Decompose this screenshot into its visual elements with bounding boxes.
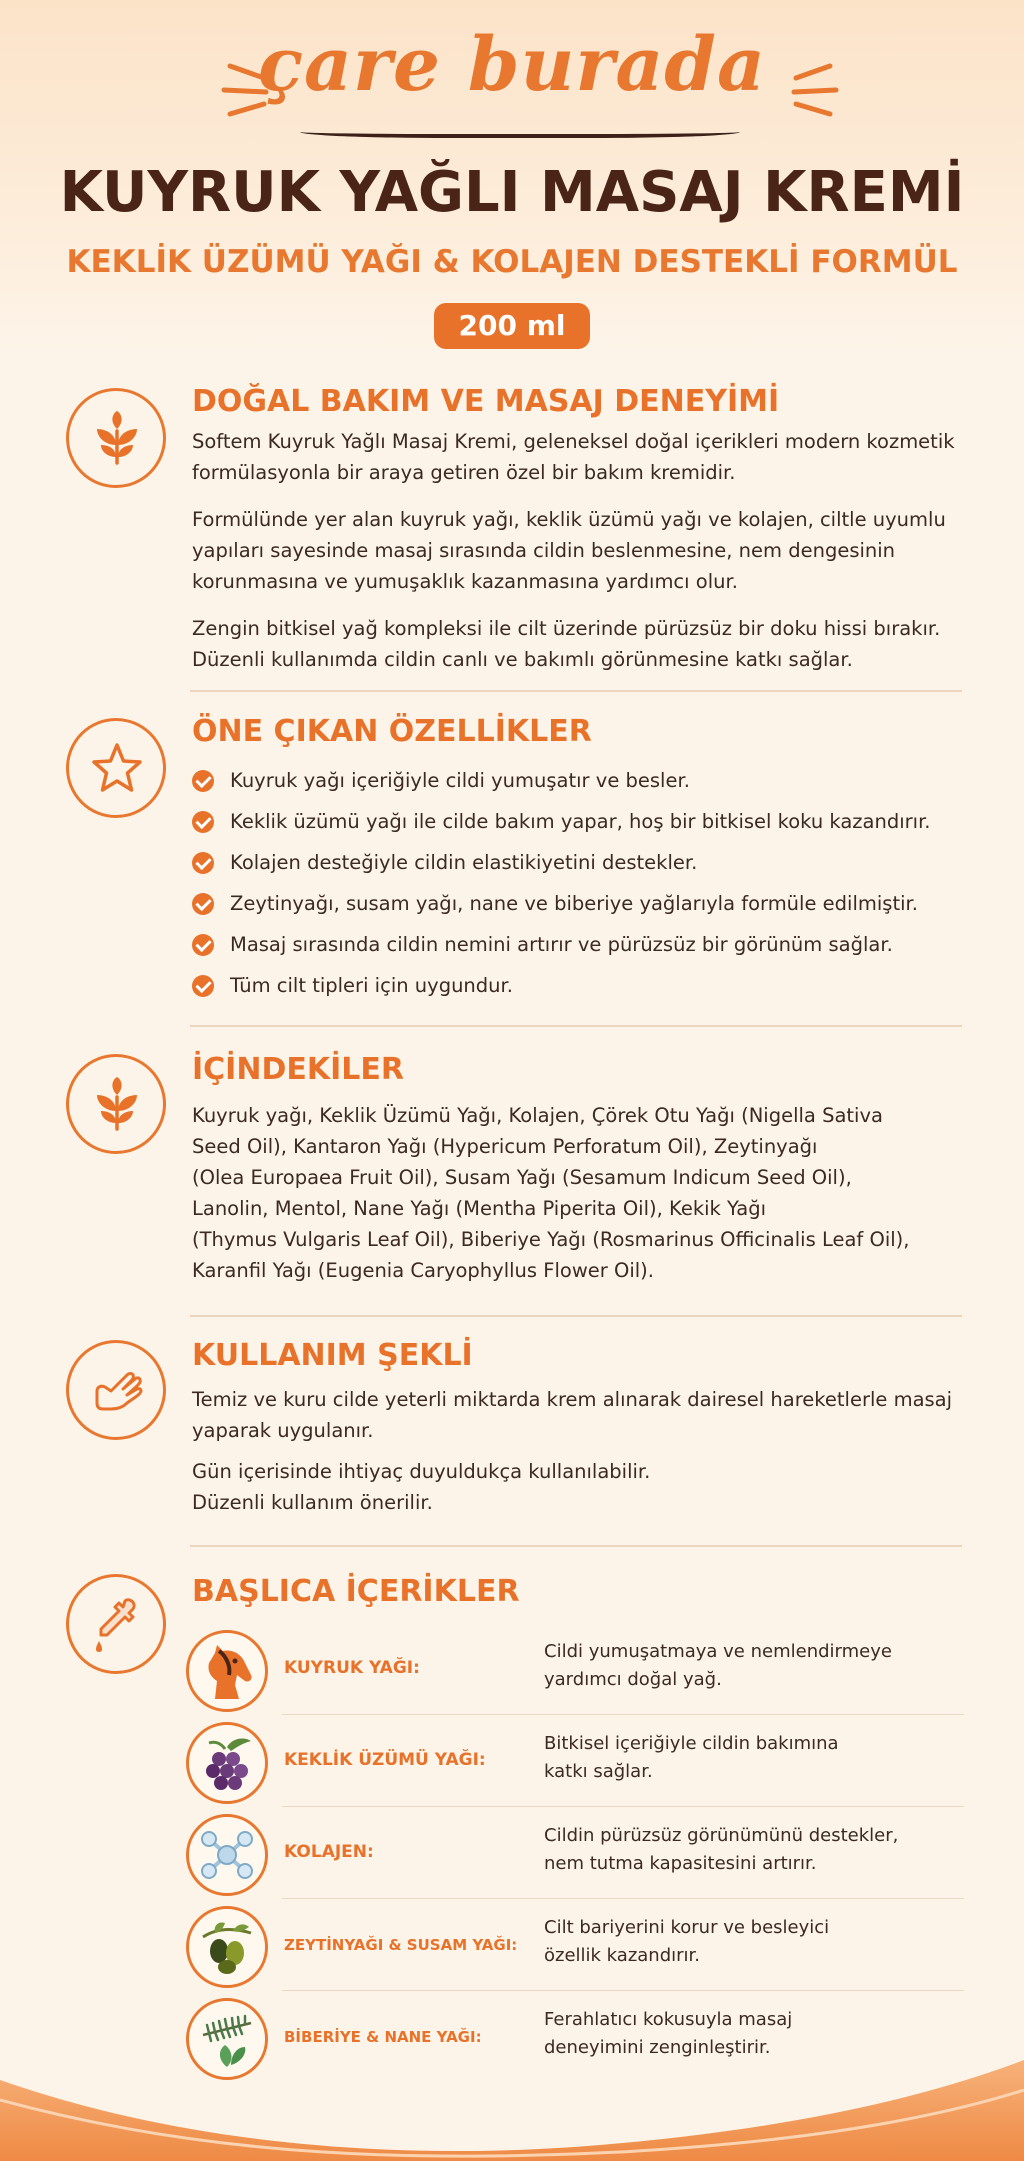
ingredient-label: BİBERİYE & NANE YAĞI: <box>284 2028 482 2046</box>
list-item: Masaj sırasında cildin nemini artırır ve pürüzsüz bir görünüm sağlar. <box>192 930 972 971</box>
text-line: Seed Oil), Kantaron Yağı (Hypericum Perforatum Oil), Zeytinyağı <box>192 1135 818 1158</box>
list-item: Keklik üzümü yağı ile cilde bakım yapar, hoş bir bitkisel koku kazandırır. <box>192 807 972 848</box>
text-line: Karanfil Yağı (Eugenia Caryophyllus Flower Oil). <box>192 1259 654 1282</box>
paragraph: Softem Kuyruk Yağlı Masaj Kremi, geleneksel doğal içerikleri modern kozmetik formülasyonla bir araya getiren özel bir bakım kremidir. <box>192 430 955 484</box>
list-item: Kuyruk yağı içeriğiyle cildi yumuşatır ve besler. <box>192 766 972 807</box>
check-icon <box>192 852 214 874</box>
text-line: Kuyruk yağı, Keklik Üzümü Yağı, Kolajen, Çörek Otu Yağı (Nigella Sativa <box>192 1104 883 1127</box>
script-heading: çare burada <box>257 22 766 108</box>
ingredient-label: ZEYTİNYAĞI & SUSAM YAĞI: <box>284 1936 518 1954</box>
list-item: Kolajen desteğiyle cildin elastikiyetini destekler. <box>192 848 972 889</box>
key-ingredient-row <box>186 1814 966 1904</box>
list-item: Zeytinyağı, susam yağı, nane ve biberiye yağlarıyla formüle edilmiştir. <box>192 889 972 930</box>
section-body <box>192 1384 972 1518</box>
volume-badge: 200 ml <box>434 303 590 349</box>
text-line: (Olea Europaea Fruit Oil), Susam Yağı (Sesamum Indicum Seed Oil), <box>192 1166 852 1189</box>
row-divider <box>282 1898 964 1899</box>
paragraph: Düzenli kullanım önerilir. <box>192 1491 433 1514</box>
ingredient-description: Cilt bariyerini korur ve besleyici özellik kazandırır. <box>544 1917 830 1966</box>
section-title: ÖNE ÇIKAN ÖZELLİKLER <box>192 714 592 749</box>
star-icon <box>66 718 166 818</box>
footer-wave <box>0 2020 1024 2161</box>
olive-icon <box>186 1906 268 1988</box>
product-title: KUYRUK YAĞLI MASAJ KREMİ <box>59 160 965 225</box>
script-underline <box>300 132 740 138</box>
check-icon <box>192 893 214 915</box>
script-heading-wrap <box>0 22 1024 142</box>
row-divider <box>282 1990 964 1991</box>
row-divider <box>282 1806 964 1807</box>
key-ingredient-row <box>186 1722 966 1812</box>
section-title: BAŞLICA İÇERİKLER <box>192 1574 520 1609</box>
text-line: Lanolin, Mentol, Nane Yağı (Mentha Piperita Oil), Kekik Yağı <box>192 1197 766 1220</box>
key-ingredient-row <box>186 1630 966 1720</box>
check-icon <box>192 811 214 833</box>
ingredient-label: KOLAJEN: <box>284 1842 374 1862</box>
key-ingredient-row <box>186 1906 966 1996</box>
grape-icon <box>186 1722 268 1804</box>
section-divider <box>190 1315 962 1317</box>
dropper-icon <box>66 1574 166 1674</box>
product-subtitle: KEKLİK ÜZÜMÜ YAĞI & KOLAJEN DESTEKLİ FORMÜL <box>66 244 958 280</box>
feature-list <box>192 766 972 1012</box>
ingredient-label: KUYRUK YAĞI: <box>284 1658 420 1678</box>
ingredient-description: Cildi yumuşatmaya ve nemlendirmeye yardımcı doğal yağ. <box>544 1641 892 1690</box>
check-icon <box>192 770 214 792</box>
ingredient-description: Ferahlatıcı kokusuyla masaj deneyimini zenginleştirir. <box>544 2009 793 2058</box>
header <box>0 0 1024 352</box>
section-body <box>192 426 972 691</box>
text-line: (Thymus Vulgaris Leaf Oil), Biberiye Yağı (Rosmarinus Officinalis Leaf Oil), <box>192 1228 910 1251</box>
paragraph: Gün içerisinde ihtiyaç duyuldukça kullanılabilir. <box>192 1460 651 1483</box>
section-title: DOĞAL BAKIM VE MASAJ DENEYİMİ <box>192 384 780 419</box>
hand-icon <box>66 1340 166 1440</box>
leaf-sprout-icon <box>66 388 166 488</box>
leaf-sprout-icon <box>66 1054 166 1154</box>
paragraph: Formülünde yer alan kuyruk yağı, keklik üzümü yağı ve kolajen, ciltle uyumlu yapıları sayesinde masaj sırasında cildin beslenmesine, nem dengesinin korunmasına ve yumuşaklık kazanmasına yardımcı olur. <box>192 508 946 593</box>
row-divider <box>282 1714 964 1715</box>
sparkle-lines-icon <box>770 52 840 122</box>
section-title: İÇİNDEKİLER <box>192 1052 404 1087</box>
ingredient-label: KEKLİK ÜZÜMÜ YAĞI: <box>284 1750 486 1770</box>
molecule-icon <box>186 1814 268 1896</box>
check-icon <box>192 975 214 997</box>
section-divider <box>190 690 962 692</box>
ingredients-text <box>192 1100 992 1286</box>
section-title: KULLANIM ŞEKLİ <box>192 1338 473 1373</box>
horse-icon <box>186 1630 268 1712</box>
list-item: Tüm cilt tipleri için uygundur. <box>192 971 972 1012</box>
section-divider <box>190 1025 962 1027</box>
check-icon <box>192 934 214 956</box>
ingredient-description: Cildin pürüzsüz görünümünü destekler, nem tutma kapasitesini artırır. <box>544 1825 899 1874</box>
ingredient-description: Bitkisel içeriğiyle cildin bakımına katkı sağlar. <box>544 1733 839 1782</box>
paragraph: Zengin bitkisel yağ kompleksi ile cilt üzerinde pürüzsüz bir doku hissi bırakır. Düzenli kullanımda cildin canlı ve bakımlı görünmesine katkı sağlar. <box>192 617 941 671</box>
section-divider <box>190 1545 962 1547</box>
paragraph: Temiz ve kuru cilde yeterli miktarda krem alınarak dairesel hareketlerle masaj yaparak uygulanır. <box>192 1388 953 1442</box>
